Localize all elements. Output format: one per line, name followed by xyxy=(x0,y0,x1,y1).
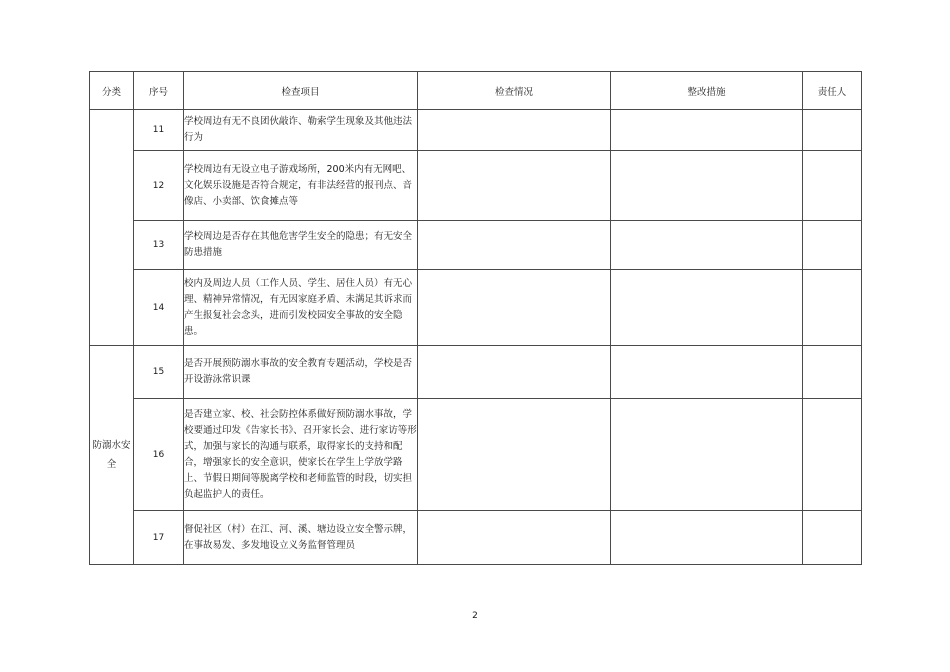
row-number: 15 xyxy=(134,346,184,399)
status-cell xyxy=(418,346,611,399)
row-number: 14 xyxy=(134,270,184,346)
table-row xyxy=(90,110,862,151)
person-cell xyxy=(803,511,862,565)
header-person: 责任人 xyxy=(803,72,862,110)
measures-cell xyxy=(611,346,803,399)
row-item: 校内及周边人员（工作人员、学生、居住人员）有无心理、精神异常情况，有无因家庭矛盾、未满足其诉求而产生报复社会念头，进而引发校园安全事故的安全隐患。 xyxy=(184,270,418,346)
measures-cell xyxy=(611,110,803,151)
status-cell xyxy=(418,270,611,346)
inspection-table xyxy=(89,71,862,565)
row-item: 是否建立家、校、社会防控体系做好预防溺水事故，学校要通过印发《告家长书》、召开家长会、进行家访等形式，加强与家长的沟通与联系，取得家长的支持和配合，增强家长的安全意识，使家长在学生上学放学路上、节假日期间等脱离学校和老师监管的时段，切实担负起监护人的责任。 xyxy=(184,399,418,511)
table-row xyxy=(90,151,862,221)
status-cell xyxy=(418,110,611,151)
row-number: 13 xyxy=(134,221,184,270)
row-number: 16 xyxy=(134,399,184,511)
status-cell xyxy=(418,151,611,221)
status-cell xyxy=(418,511,611,565)
header-status: 检查情况 xyxy=(418,72,611,110)
row-item: 学校周边有无设立电子游戏场所，200米内有无网吧、文化娱乐设施是否符合规定，有非法经营的报刊点、音像店、小卖部、饮食摊点等 xyxy=(184,151,418,221)
measures-cell xyxy=(611,399,803,511)
table-row xyxy=(90,511,862,565)
measures-cell xyxy=(611,270,803,346)
table-row xyxy=(90,221,862,270)
header-category: 分类 xyxy=(90,72,134,110)
person-cell xyxy=(803,151,862,221)
measures-cell xyxy=(611,151,803,221)
row-number: 12 xyxy=(134,151,184,221)
header-row xyxy=(90,72,862,110)
person-cell xyxy=(803,270,862,346)
status-cell xyxy=(418,399,611,511)
person-cell xyxy=(803,221,862,270)
person-cell xyxy=(803,399,862,511)
row-item: 督促社区（村）在江、河、溪、塘边设立安全警示牌，在事故易发、多发地设立义务监督管理员 xyxy=(184,511,418,565)
person-cell xyxy=(803,346,862,399)
row-number: 11 xyxy=(134,110,184,151)
row-item: 学校周边有无不良团伙敲诈、勒索学生现象及其他违法行为 xyxy=(184,110,418,151)
person-cell xyxy=(803,110,862,151)
page-number: 2 xyxy=(472,611,478,621)
row-number: 17 xyxy=(134,511,184,565)
row-item: 是否开展预防溺水事故的安全教育专题活动，学校是否开设游泳常识课 xyxy=(184,346,418,399)
header-number: 序号 xyxy=(134,72,184,110)
table-row xyxy=(90,399,862,511)
header-measures: 整改措施 xyxy=(611,72,803,110)
table-row xyxy=(90,270,862,346)
table-row xyxy=(90,346,862,399)
measures-cell xyxy=(611,221,803,270)
row-item: 学校周边是否存在其他危害学生安全的隐患；有无安全防患措施 xyxy=(184,221,418,270)
status-cell xyxy=(418,221,611,270)
category-cell-empty xyxy=(90,110,134,346)
header-item: 检查项目 xyxy=(184,72,418,110)
category-cell-drowning: 防溺水安全 xyxy=(90,346,134,565)
measures-cell xyxy=(611,511,803,565)
